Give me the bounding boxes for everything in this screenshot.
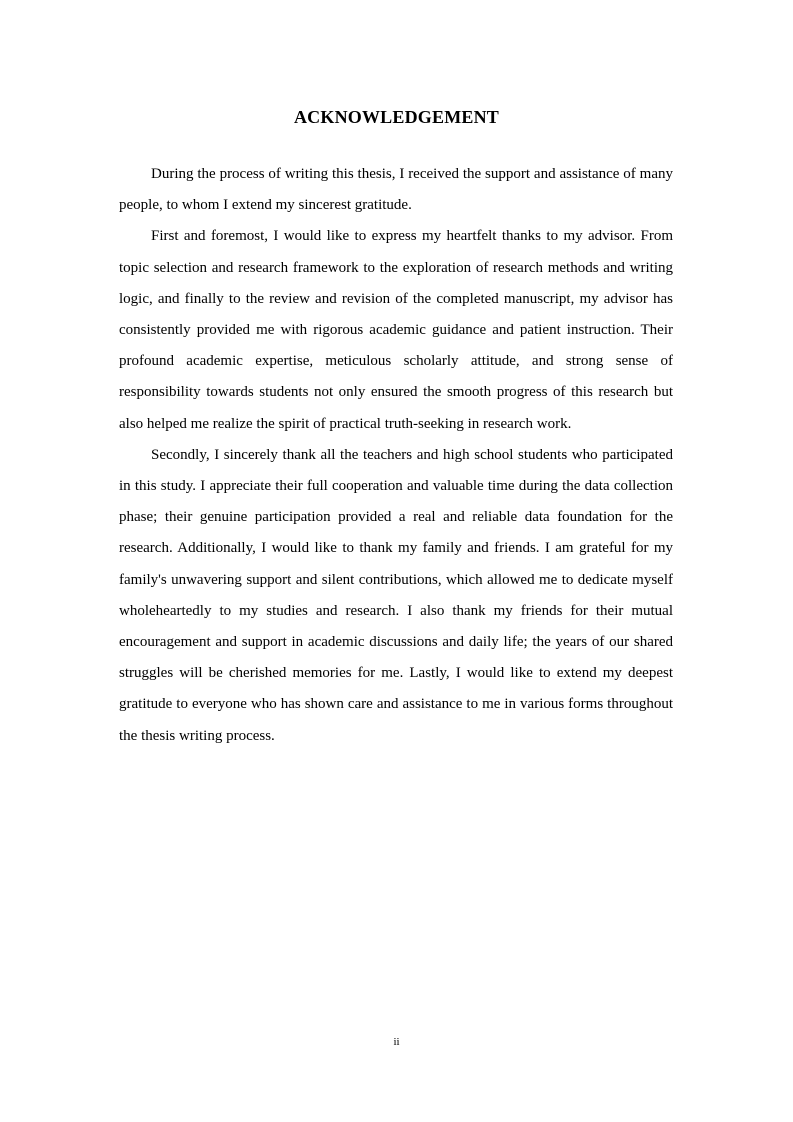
body-text [119, 159, 673, 752]
page-title: ACKNOWLEDGEMENT [293, 107, 500, 127]
paragraph-intro: During the process of writing this thesis, I received the support and assistance of many people, to whom I extend my sincerest gratitude. [119, 166, 673, 214]
paragraph-advisor: First and foremost, I would like to express my heartfelt thanks to my advisor. From topic selection and research framework to the exploration of research methods and writing logic, and finally to the review and revision of the completed manuscript, my advisor has consistently provided me with rigorous academic guidance and patient instruction. Their profound academic expertise, meticulous scholarly attitude, and strong sense of responsibility towards students not only ensured the smooth progress of this research but also helped me realize the spirit of practical truth-seeking in research work. [119, 228, 673, 432]
page-number: ii [393, 1036, 400, 1048]
paragraph-participants-family: Secondly, I sincerely thank all the teachers and high school students who participated in this study. I appreciate their full cooperation and valuable time during the data collection phase; their genuine participation provided a real and reliable data foundation for the research. Additionally, I would like to thank my family and friends. I am grateful for my family's unwavering support and silent contributions, which allowed me to dedicate myself wholeheartedly to my studies and research. I also thank my friends for their mutual encouragement and support in academic discussions and daily life; the years of our shared struggles will be cherished memories for me. Lastly, I would like to extend my deepest gratitude to everyone who has shown care and assistance to me in various forms throughout the thesis writing process. [119, 446, 673, 744]
